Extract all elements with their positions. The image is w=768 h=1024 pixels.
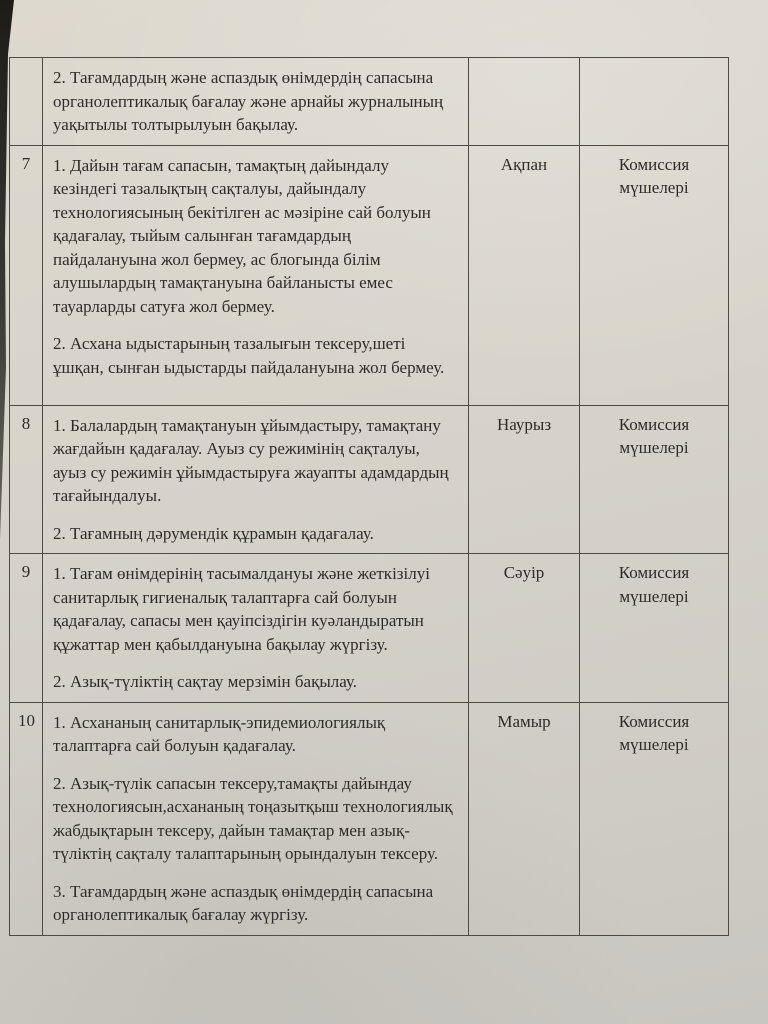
responsible-cell [580, 702, 729, 935]
responsible-label: Комиссия мүшелері [618, 154, 690, 197]
table-row-carryover [10, 58, 729, 146]
inspection-plan-table [9, 57, 729, 936]
responsible-label: Комиссия мүшелері [618, 414, 690, 457]
tasks-cell [43, 58, 469, 146]
row-number-cell: 7 [10, 145, 43, 405]
responsible-label: Комиссия мүшелері [618, 563, 690, 606]
tasks-cell [43, 405, 469, 554]
month-cell: Сәуір [469, 554, 580, 703]
responsible-label: Комиссия мүшелері [618, 711, 690, 754]
tasks-cell [43, 145, 469, 405]
row-number-cell: 10 [10, 702, 43, 935]
task-paragraph: 1. Дайын тағам сапасын, тамақтың дайындалу кезіндегі тазалықтың сақталуы, дайындалу технологиясының бекітілген ас мәзіріне сай болуын қадағалау, тыйым салынған тағамдардың пайдалануына жол бермеу, ас блогында білім алушылардың тамақтануына байланысты емес тауарларды сатуға жол бермеу. [53, 155, 431, 316]
responsible-cell [580, 554, 729, 703]
table-row [10, 405, 729, 554]
task-paragraph: 1. Тағам өнімдерінің тасымалдануы және жеткізілуі санитарлық гигиеналық талаптарға сай болуын қадағалау, сапасы мен қауіпсіздігін куәландыратын құжаттар мен қабылдануына бақылау жүргізу. [53, 564, 430, 654]
responsible-cell [580, 58, 729, 146]
task-paragraph: 2. Азық-түлік сапасын тексеру,тамақты дайындау технологиясын,асхананың тоңазытқыш технологиялық жабдықтарын тексеру, дайын тамақтар мен азық-түліктің сақталу талаптарының орындалуын тексеру. [53, 773, 453, 863]
task-paragraph: 1. Балалардың тамақтануын ұйымдастыру, тамақтану жағдайын қадағалау. Ауыз су режимінің сақталуы, ауыз су режимін ұйымдастыруға жауапты адамдардың тағайындалуы. [53, 415, 449, 505]
inspection-plan-table-body [10, 58, 729, 936]
row-number-cell: 8 [10, 405, 43, 554]
task-paragraph: 2. Тағамдардың және аспаздық өнімдердің сапасына органолептикалық бағалау және арнайы журналының уақытылы толтырылуын бақылау. [53, 68, 444, 134]
month-cell: Наурыз [469, 405, 580, 554]
responsible-cell [580, 405, 729, 554]
task-paragraph: 2. Асхана ыдыстарының тазалығын тексеру,шеті ұшқан, сынған ыдыстарды пайдалануына жол бермеу. [53, 334, 445, 377]
task-paragraph: 3. Тағамдардың және аспаздық өнімдердің сапасына органолептикалық бағалау жүргізу. [53, 881, 434, 924]
month-cell: Ақпан [469, 145, 580, 405]
task-paragraph: 2. Азық-түліктің сақтау мерзімін бақылау. [53, 672, 357, 691]
task-paragraph: 2. Тағамның дәрумендік құрамын қадағалау. [53, 523, 374, 543]
month-cell: Мамыр [469, 702, 580, 935]
table-row [10, 554, 729, 703]
task-paragraph: 1. Асхананың санитарлық-эпидемиологиялық талаптарға сай болуын қадағалау. [53, 712, 386, 755]
tasks-cell [43, 554, 469, 703]
table-row [10, 702, 729, 935]
responsible-cell [580, 145, 729, 405]
month-cell [469, 58, 580, 146]
tasks-cell [43, 702, 469, 935]
table-row [10, 145, 729, 405]
row-number-cell [10, 58, 43, 146]
row-number-cell: 9 [10, 554, 43, 703]
